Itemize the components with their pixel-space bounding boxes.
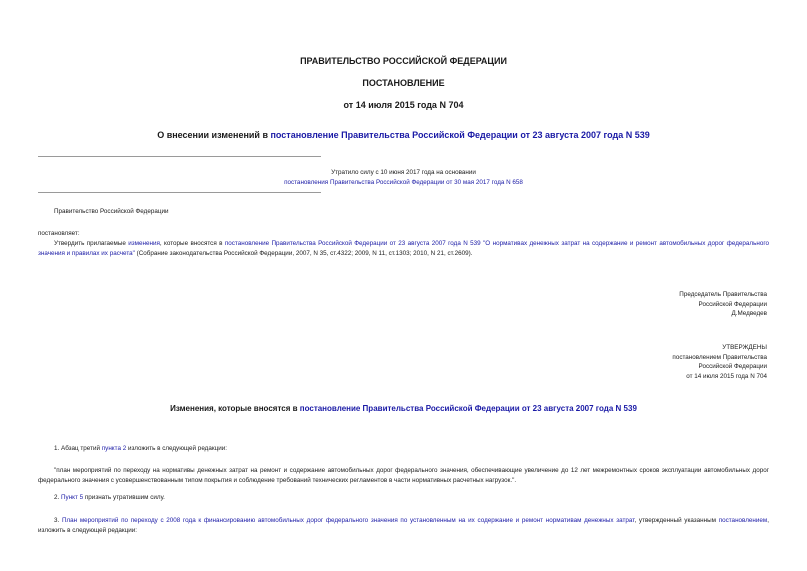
resolution-539-link[interactable]: постановление Правительства Российской Федерации от 23 августа 2007 года N 539 "О нормативах денежных затрат на содержание и ремонт автомобильных дорог федерального значения и правилах их расчета" <box>38 240 769 257</box>
approved-line-2: постановлением Правительства <box>672 353 767 361</box>
signature-line-2: Российской Федерации <box>698 300 767 308</box>
item-1-text-b: изложить в следующей редакции: <box>126 445 227 452</box>
item-3-link-2[interactable]: постановлением <box>718 517 768 524</box>
item-2-link[interactable]: Пункт 5 <box>61 494 84 501</box>
divider-top <box>38 156 321 157</box>
item-2 <box>54 493 165 503</box>
title-prefix: О внесении изменений в <box>157 130 271 140</box>
approve-text-3: (Собрание законодательства Российской Федерации, 2007, N 35, ст.4322; 2009, N 11, ст.1303; 2010, N 21, ст.2609). <box>134 249 473 257</box>
item-3-link[interactable]: План мероприятий по переходу с 2008 года к финансированию автомобильных дорог федерального значения по установленным на их содержание и ремонт нормативам денежных затрат <box>61 517 635 524</box>
title-link[interactable]: постановление Правительства Российской Федерации от 23 августа 2007 года N 539 <box>270 130 650 140</box>
document-date-number: от 14 июля 2015 года N 704 <box>343 100 464 110</box>
changes-link[interactable]: изменения <box>128 240 160 247</box>
document-type: ПОСТАНОВЛЕНИЕ <box>362 78 445 88</box>
approve-text-1: Утвердить прилагаемые <box>54 240 129 247</box>
signature-name: Д.Медведев <box>731 310 767 318</box>
status-link[interactable]: постановления Правительства Российской Федерации от 30 мая 2017 года N 658 <box>284 179 523 186</box>
government-heading: ПРАВИТЕЛЬСТВО РОССИЙСКОЙ ФЕДЕРАЦИИ <box>300 56 507 66</box>
item-3-text-c: , изложить в следующей редакции: <box>38 517 769 534</box>
item-3-text-a: 3. <box>54 517 62 524</box>
item-2-text-b: признать утратившим силу. <box>83 494 165 501</box>
item-1-link[interactable]: пункта 2 <box>101 445 127 452</box>
approve-text-2: , которые вносятся в <box>159 240 225 247</box>
item-3-text-b: , утвержденный указанным <box>634 517 719 524</box>
signature-block <box>679 290 767 319</box>
item-3 <box>38 516 769 535</box>
changes-title-prefix: Изменения, которые вносятся в <box>170 404 300 413</box>
resolves-line: постановляет: <box>38 230 80 237</box>
divider-bottom <box>38 192 321 193</box>
changes-title <box>0 404 807 413</box>
item-2-text-a: 2. <box>54 494 62 501</box>
approved-block <box>672 343 767 381</box>
item-1 <box>54 444 227 454</box>
item-1-quote: "план мероприятий по переходу на нормативы денежных затрат на ремонт и содержание автомобильных дорог федерального значения, обеспечивающие увеличение до 12 лет межремонтных сроков эксплуатации автомобильных дорог федерального значения с усовершенствованным типом покрытия и соблюдение требований технических регламентов в части нормативных расчетных нагрузок.". <box>38 467 769 484</box>
item-1-text-a: 1. Абзац третий <box>54 445 102 452</box>
signature-line-1: Председатель Правительства <box>679 291 767 298</box>
approved-line-3: Российской Федерации <box>698 363 767 371</box>
approve-paragraph <box>38 239 769 258</box>
government-line: Правительство Российской Федерации <box>54 208 169 215</box>
status-line: Утратило силу с 10 июня 2017 года на основании <box>331 169 476 176</box>
approved-line-1: УТВЕРЖДЕНЫ <box>722 344 767 351</box>
document-title <box>0 130 807 140</box>
changes-title-link[interactable]: постановление Правительства Российской Федерации от 23 августа 2007 года N 539 <box>299 404 637 413</box>
approved-line-4: от 14 июля 2015 года N 704 <box>686 372 767 380</box>
